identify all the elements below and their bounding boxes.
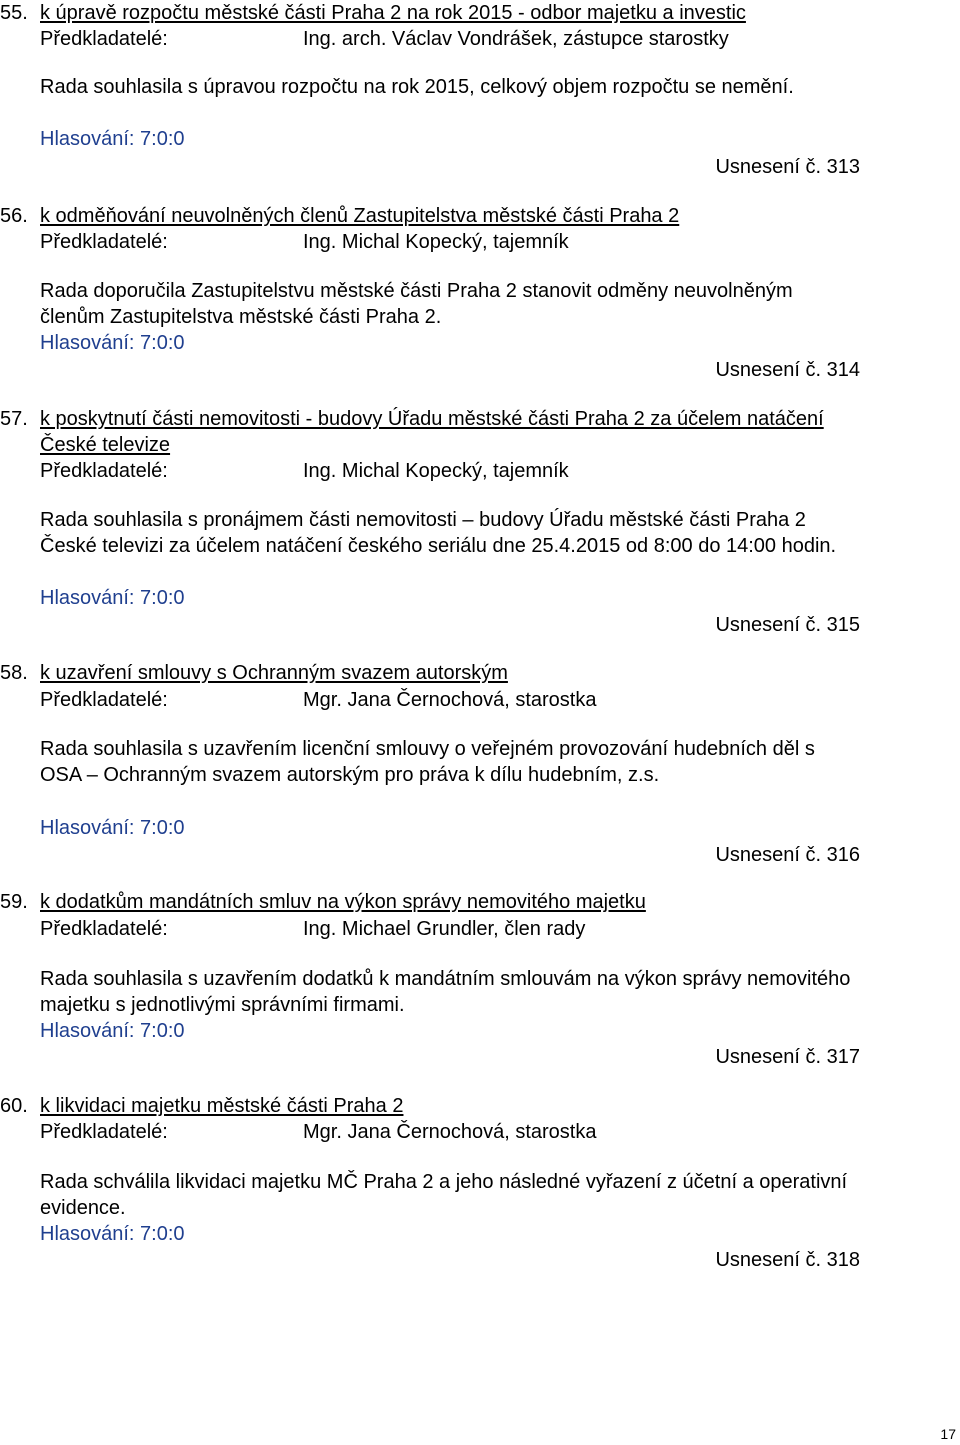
item-number: 57. bbox=[0, 408, 28, 430]
item-number: 56. bbox=[0, 205, 28, 227]
vote-result: Hlasování: 7:0:0 bbox=[40, 817, 185, 839]
vote-result: Hlasování: 7:0:0 bbox=[40, 128, 185, 150]
item-body: Rada doporučila Zastupitelstvu městské části Praha 2 stanovit odměny neuvolněným členům Zastupitelstva městské části Praha 2. bbox=[40, 280, 793, 328]
item-title: k odměňování neuvolněných členů Zastupitelstva městské části Praha 2 bbox=[40, 205, 680, 227]
presenter-label: Předkladatelé: bbox=[40, 28, 168, 50]
resolution-number: Usnesení č. 317 bbox=[715, 1046, 860, 1068]
vote-result: Hlasování: 7:0:0 bbox=[40, 1223, 185, 1245]
vote-result: Hlasování: 7:0:0 bbox=[40, 1020, 185, 1042]
item-title: k dodatkům mandátních smluv na výkon správy nemovitého majetku bbox=[40, 891, 646, 913]
resolution-number: Usnesení č. 315 bbox=[715, 614, 860, 636]
item-body: Rada schválila likvidaci majetku MČ Praha 2 a jeho následné vyřazení z účetní a operativní evidence. bbox=[40, 1171, 848, 1219]
presenter-name: Ing. Michael Grundler, člen rady bbox=[303, 918, 586, 940]
item-number: 58. bbox=[0, 662, 28, 684]
resolution-number: Usnesení č. 316 bbox=[715, 844, 860, 866]
item-body: Rada souhlasila s uzavřením dodatků k mandátním smlouvám na výkon správy nemovitého majetku s jednotlivými správními firmami. bbox=[40, 968, 851, 1016]
vote-result: Hlasování: 7:0:0 bbox=[40, 587, 185, 609]
presenter-name: Mgr. Jana Černochová, starostka bbox=[303, 689, 597, 711]
item-body: Rada souhlasila s pronájmem části nemovitosti – budovy Úřadu městské části Praha 2 České televizi za účelem natáčení českého seriálu dne 25.4.2015 od 8:00 do 14:00 hodin. bbox=[40, 509, 837, 557]
item-title: k likvidaci majetku městské části Praha 2 bbox=[40, 1095, 404, 1117]
item-title: k poskytnutí části nemovitosti - budovy Úřadu městské části Praha 2 za účelem natáčení České televize bbox=[40, 408, 824, 456]
presenter-label: Předkladatelé: bbox=[40, 231, 168, 253]
item-number: 55. bbox=[0, 2, 28, 24]
presenter-label: Předkladatelé: bbox=[40, 689, 168, 711]
item-title: k uzavření smlouvy s Ochranným svazem autorským bbox=[40, 662, 508, 684]
presenter-name: Mgr. Jana Černochová, starostka bbox=[303, 1121, 597, 1143]
page-number: 17 bbox=[940, 1426, 956, 1442]
presenter-label: Předkladatelé: bbox=[40, 918, 168, 940]
item-number: 60. bbox=[0, 1095, 28, 1117]
resolution-number: Usnesení č. 318 bbox=[715, 1249, 860, 1271]
item-body: Rada souhlasila s uzavřením licenční smlouvy o veřejném provozování hudebních děl s OSA – Ochranným svazem autorským pro práva k dílu hudebním, z.s. bbox=[40, 738, 815, 786]
item-body: Rada souhlasila s úpravou rozpočtu na rok 2015, celkový objem rozpočtu se nemění. bbox=[40, 76, 794, 98]
item-title: k úpravě rozpočtu městské části Praha 2 na rok 2015 - odbor majetku a investic bbox=[40, 2, 746, 24]
resolution-number: Usnesení č. 314 bbox=[715, 359, 860, 381]
presenter-name: Ing. Michal Kopecký, tajemník bbox=[303, 460, 569, 482]
presenter-name: Ing. arch. Václav Vondrášek, zástupce starostky bbox=[303, 28, 729, 50]
resolution-number: Usnesení č. 313 bbox=[715, 156, 860, 178]
presenter-name: Ing. Michal Kopecký, tajemník bbox=[303, 231, 569, 253]
item-number: 59. bbox=[0, 891, 28, 913]
vote-result: Hlasování: 7:0:0 bbox=[40, 332, 185, 354]
presenter-label: Předkladatelé: bbox=[40, 1121, 168, 1143]
presenter-label: Předkladatelé: bbox=[40, 460, 168, 482]
